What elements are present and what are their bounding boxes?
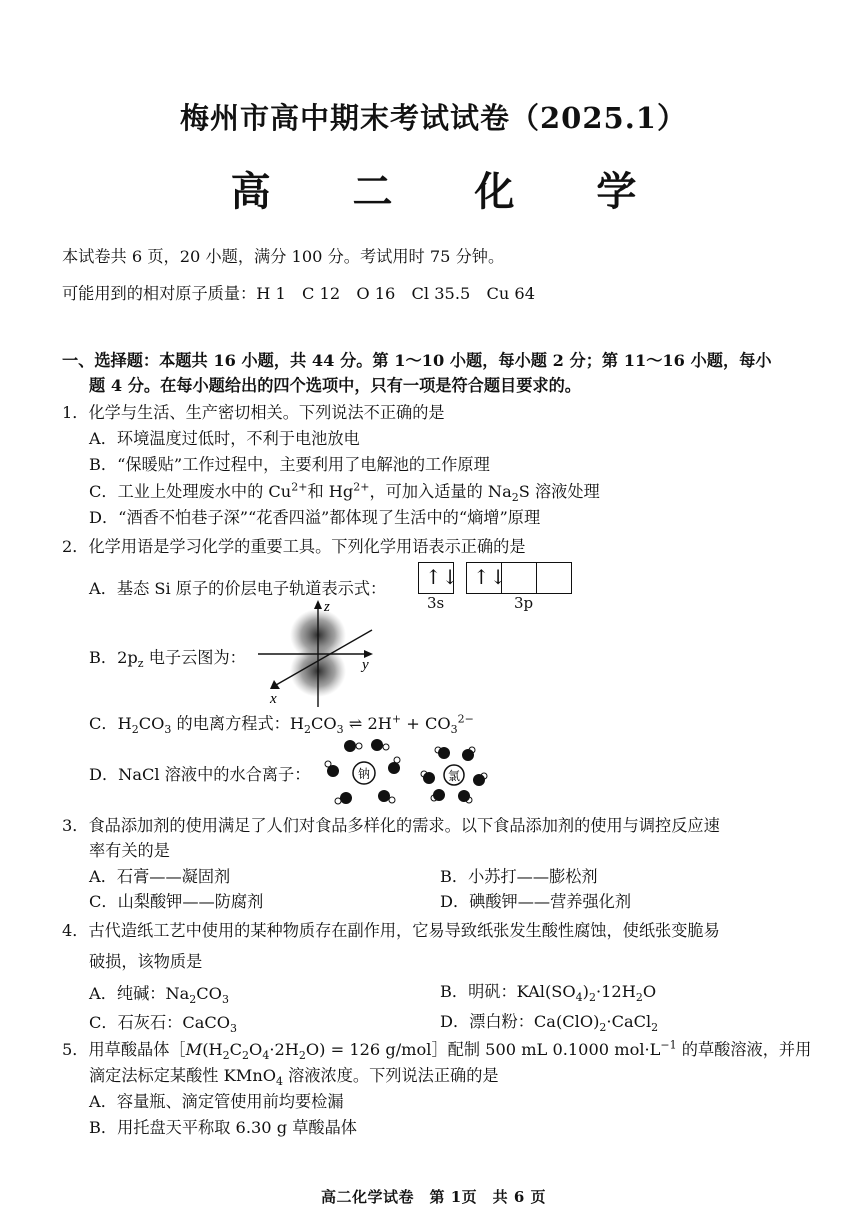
hydrated-sodium-ion	[325, 739, 400, 804]
q1-option-c: C．工业上处理废水中的 $Cu^{2+}$和 $Hg^{2+}$，可加入适量的 $Na_2S$ 溶液处理	[89, 480, 600, 505]
q4-option-d: D．漂白粉：$Ca(ClO)_2\cdot CaCl_2$	[440, 1012, 659, 1035]
q3-stem-line-1: 3．食品添加剂的使用满足了人们对食品多样化的需求。以下食品添加剂的使用与调控反应速	[62, 816, 720, 835]
q3-option-a: A．石膏——凝固剂	[89, 867, 231, 886]
q2-option-b: B．$2p_z$ 电子云图为：	[89, 648, 246, 671]
orbital-arrows-3p: ↑↓	[473, 565, 507, 589]
x-axis-label: x	[270, 691, 277, 707]
orbital-box-3p-2	[501, 562, 537, 594]
exam-subject: 高 二 化 学	[230, 168, 671, 215]
q1-option-d: D．“酒香不怕巷子深”“花香四溢”都体现了生活中的“熵增”原理	[89, 508, 541, 527]
q4-option-b: B．明矾：$KAl(SO_4)_2\cdot 12H_2O$	[440, 982, 657, 1005]
q4-stem-line-2: 破损，该物质是	[89, 952, 203, 971]
hydrated-chloride-ion	[421, 747, 487, 803]
chloride-ion-label: 氯	[447, 769, 461, 783]
orbital-arrows-3s: ↑↓	[425, 565, 459, 589]
q5-stem-line-2: 滴定法标定某酸性 KMnO$_4$ 溶液浓度。下列说法正确的是	[89, 1066, 499, 1089]
orbital-diagram	[418, 562, 583, 612]
section-heading-line-1: 一、选择题：本题共 16 小题，共 44 分。第 1～10 小题，每小题 2 分；第 11～16 小题，每小	[62, 351, 772, 370]
q2-option-c: C．$H_2CO_3$ 的电离方程式：$H_2CO_3$ ⇌ $2H^+ + CO_3^{2-}$	[89, 712, 474, 737]
y-axis-label: y	[362, 657, 369, 673]
sodium-ion-label: 钠	[357, 767, 371, 781]
q3-option-c: C．山梨酸钾——防腐剂	[89, 892, 264, 911]
q5-option-b: B．用托盘天平称取 6.30 g 草酸晶体	[89, 1118, 357, 1137]
electron-cloud-figure	[250, 597, 390, 712]
section-heading-line-2: 题 4 分。在每小题给出的四个选项中，只有一项是符合题目要求的。	[89, 376, 581, 395]
q2-option-d: D．NaCl 溶液中的水合离子：	[89, 765, 311, 784]
q3-option-b: B．小苏打——膨松剂	[440, 867, 598, 886]
q3-stem-line-2: 率有关的是	[89, 841, 170, 860]
q1-option-a: A．环境温度过低时，不利于电池放电	[89, 429, 360, 448]
z-axis-arrow	[314, 600, 322, 609]
orbital-label-3s: 3s	[427, 594, 445, 612]
hydrated-ions-figure	[322, 738, 502, 808]
orbital-label-3p: 3p	[514, 594, 534, 612]
page-footer: 高二化学试卷 第 1页 共 6 页	[320, 1188, 547, 1206]
q1-stem: 1．化学与生活、生产密切相关。下列说法不正确的是	[62, 403, 445, 422]
q2-option-a: A．基态 Si 原子的价层电子轨道表示式：	[89, 579, 387, 598]
q2-stem: 2．化学用语是学习化学的重要工具。下列化学用语表示正确的是	[62, 537, 526, 556]
orbital-box-3p-3	[536, 562, 572, 594]
intro-line-2: 可能用到的相对原子质量：H 1 C 12 O 16 Cl 35.5 Cu 64	[62, 284, 536, 303]
q4-option-a: A．纯碱：$Na_2CO_3$	[89, 984, 229, 1007]
q1-option-b: B．“保暖贴”工作过程中，主要利用了电解池的工作原理	[89, 455, 490, 474]
q3-option-d: D．碘酸钾——营养强化剂	[440, 892, 632, 911]
intro-line-1: 本试卷共 6 页，20 小题，满分 100 分。考试用时 75 分钟。	[62, 247, 505, 266]
x-axis-arrow	[270, 680, 280, 689]
q4-option-c: C．石灰石：CaCO$_3$	[89, 1013, 238, 1036]
q4-stem-line-1: 4．古代造纸工艺中使用的某种物质存在副作用，它易导致纸张发生酸性腐蚀，使纸张变脆易	[62, 921, 720, 940]
q5-stem-line-1: 5．用草酸晶体$[M(H_2C_2O_4\cdot 2H_2O) = 126$ g/mol］配制 500 mL 0.1000 $mol\cdot L^{-1}$ 的草酸溶液，并用	[62, 1038, 812, 1063]
exam-title: 梅州市高中期末考试试卷（2025.1）	[180, 101, 687, 135]
z-axis-label: z	[324, 599, 330, 615]
q5-option-a: A．容量瓶、滴定管使用前均要检漏	[89, 1092, 344, 1111]
